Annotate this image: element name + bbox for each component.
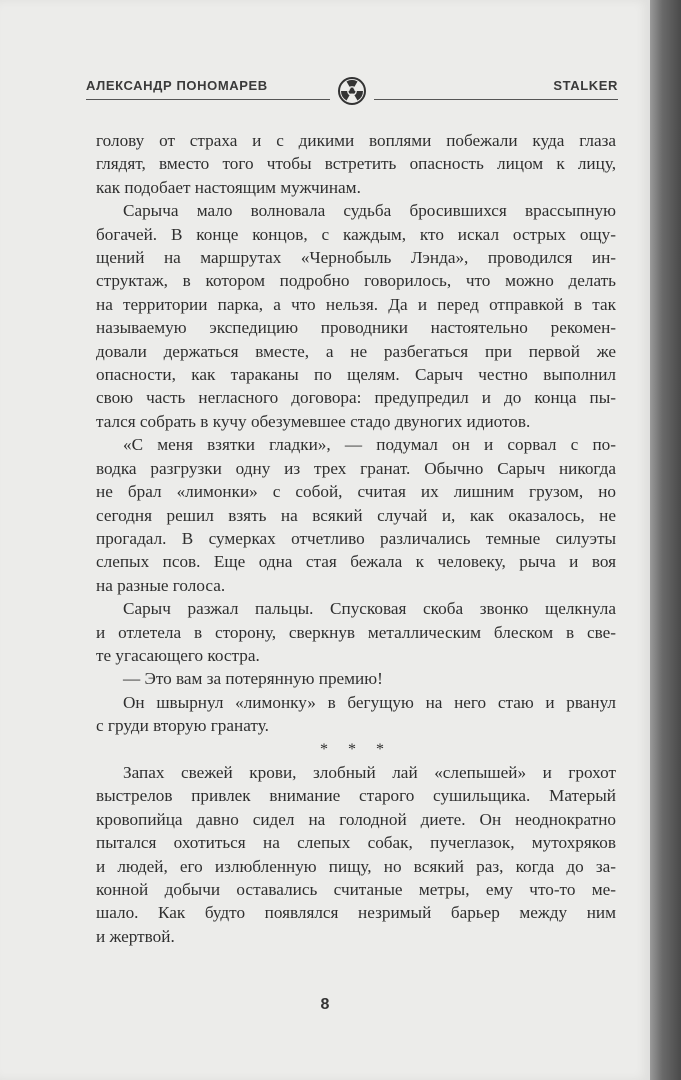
paragraph xyxy=(96,199,616,433)
text-line: Сарыча мало волновала судьба бросившихся врассыпную xyxy=(123,201,616,221)
paragraph xyxy=(96,691,616,738)
text-line: те угасающего костра. xyxy=(96,645,260,665)
text-line: не брал «лимонки» с собой, считая их лишним грузом, но xyxy=(96,482,616,502)
text-line: как подобает настоящим мужчинам. xyxy=(96,177,361,197)
paragraph xyxy=(96,433,616,597)
text-line: на территории парка, а что нельзя. Да и перед отправкой в так xyxy=(96,294,616,314)
text-line: и людей, его излюбленную пищу, но всякий раз, когда до за- xyxy=(96,856,616,876)
text-line: шало. Как будто появлялся незримый барьер между ним xyxy=(96,903,616,923)
header-rule-left xyxy=(86,99,330,100)
book-edge xyxy=(650,0,681,1080)
text-line: опасности, как тараканы по щелям. Сарыч честно выполнил xyxy=(96,365,616,385)
text-line: — Это вам за потерянную премию! xyxy=(123,669,383,689)
text-line: и жертвой. xyxy=(96,926,175,946)
text-line: структаж, в котором подробно говорилось, что можно делать xyxy=(96,271,616,291)
paragraph xyxy=(96,761,616,948)
text-line: пытался охотиться на слепых собак, пучеглазок, мутохряков xyxy=(96,833,616,853)
page-body-text xyxy=(96,129,616,948)
text-line: и отлетела в сторону, сверкнув металлическим блеском в све- xyxy=(96,622,616,642)
text-line: выстрелов привлек внимание старого сушильщика. Матерый xyxy=(96,786,616,806)
text-line: конной добычи оставались считаные метры, ему что-то ме- xyxy=(96,880,616,899)
text-line: богачей. В конце концов, с каждым, кто искал острых ощу- xyxy=(96,224,616,244)
radiation-icon xyxy=(337,76,367,106)
text-line: свою часть негласного договора: предупредил и до конца пы- xyxy=(96,388,616,408)
text-line: на разные голоса. xyxy=(96,575,226,595)
running-header xyxy=(86,70,618,104)
text-line: с груди вторую гранату. xyxy=(96,716,269,736)
text-line: щений на маршрутах «Чернобыль Лэнда», проводился ин- xyxy=(96,248,616,268)
paragraph xyxy=(96,667,616,690)
text-line: довали держаться вместе, а не разбегаться при первой же xyxy=(96,341,616,361)
text-line: Запах свежей крови, злобный лай «слепышей» и грохот xyxy=(123,762,616,782)
section-separator: * * * xyxy=(320,740,392,758)
text-line: Он швырнул «лимонку» в бегущую на него стаю и рванул xyxy=(123,692,616,712)
header-rule-right xyxy=(374,99,618,100)
text-line: голову от страха и с дикими воплями побежали куда глаза xyxy=(96,131,616,150)
text-line: водка разгрузки одну из трех гранат. Обычно Сарыч никогда xyxy=(96,458,616,478)
text-line: Сарыч разжал пальцы. Спусковая скоба звонко щелкнула xyxy=(123,599,616,619)
page-number: 8 xyxy=(320,996,330,1013)
paragraph xyxy=(96,129,616,199)
text-line: слепых псов. Еще одна стая бежала к человеку, рыча и воя xyxy=(96,552,616,572)
text-line: называемую экспедицию проводники настоятельно рекомен- xyxy=(96,318,616,338)
text-line: глядят, вместо того чтобы встретить опасность лицом к лицу, xyxy=(96,154,616,174)
text-line: сегодня решил взять на всякий случай и, как оказалось, не xyxy=(96,505,616,525)
text-line: кровопийца давно сидел на голодной диете. Он неоднократно xyxy=(96,809,616,829)
paragraph xyxy=(96,597,616,667)
header-series: STALKER xyxy=(553,78,618,93)
header-author: АЛЕКСАНДР ПОНОМАРЕВ xyxy=(86,78,268,93)
text-line: «С меня взятки гладки», — подумал он и сорвал с по- xyxy=(123,435,616,455)
text-line: тался собрать в кучу обезумевшее стадо двуногих идиотов. xyxy=(96,411,531,431)
text-line: прогадал. В сумерках отчетливо различались темные силуэты xyxy=(96,528,616,548)
